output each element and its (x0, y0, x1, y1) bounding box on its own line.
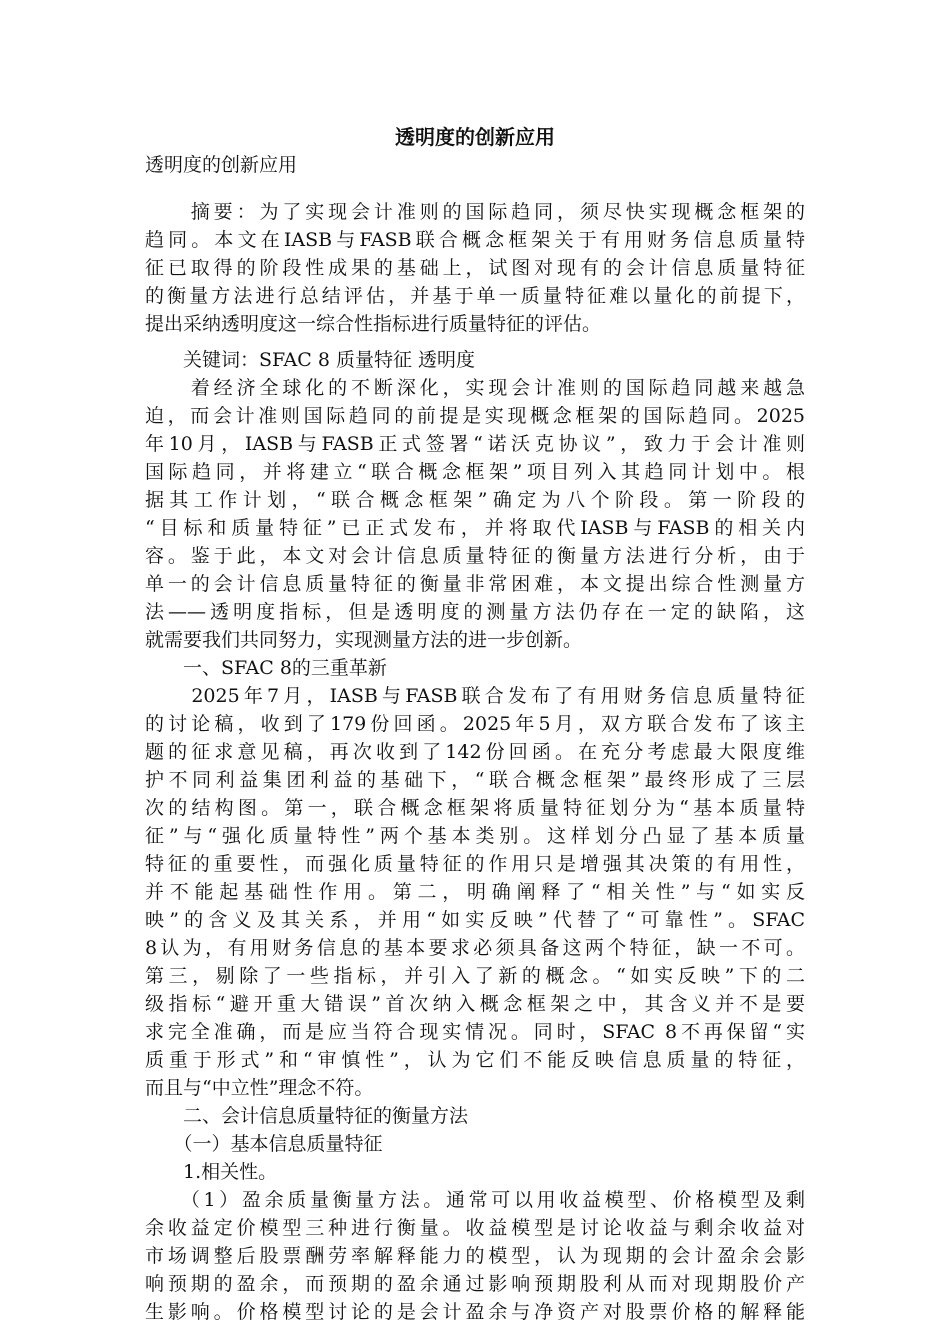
body-line: 第三，剔除了一些指标，并引入了新的概念。“如实反映”下的二 (145, 965, 805, 987)
body-line: 题的征求意见稿，再次收到了142份回函。在充分考虑最大限度维 (145, 741, 805, 763)
document-title: 透明度的创新应用 (395, 125, 555, 149)
body-line: 摘要：为了实现会计准则的国际趋同，须尽快实现概念框架的 (145, 201, 805, 223)
body-line: 次的结构图。第一，联合概念框架将质量特征划分为“基本质量特 (145, 797, 805, 819)
body-line: 的讨论稿，收到了179份回函。2025年5月，双方联合发布了该主 (145, 713, 805, 735)
body-line: 并不能起基础性作用。第二，明确阐释了“相关性”与“如实反 (145, 881, 805, 903)
body-line: 响预期的盈余，而预期的盈余通过影响预期股利从而对现期股价产 (145, 1273, 805, 1295)
body-line: “目标和质量特征”已正式发布，并将取代IASB与FASB的相关内 (145, 517, 805, 539)
body-line: 2025年7月，IASB与FASB联合发布了有用财务信息质量特征 (145, 685, 805, 707)
body-line: 就需要我们共同努力，实现测量方法的进一步创新。 (145, 629, 583, 651)
body-line: （一）基本信息质量特征 (145, 1133, 383, 1155)
body-line: 单一的会计信息质量特征的衡量非常困难，本文提出综合性测量方 (145, 573, 805, 595)
body-line: 年10月，IASB与FASB正式签署“诺沃克协议”，致力于会计准则 (145, 433, 805, 455)
body-line: 提出采纳透明度这一综合性指标进行质量特征的评估。 (145, 313, 602, 335)
body-line: 生影响。价格模型讨论的是会计盈余与净资产对股票价格的解释能 (145, 1301, 805, 1323)
document-subtitle: 透明度的创新应用 (145, 154, 298, 176)
body-line: 关键词：SFAC 8 质量特征 透明度 (145, 349, 476, 371)
body-line: 映”的含义及其关系，并用“如实反映”代替了“可靠性”。SFAC (145, 909, 805, 931)
body-line: 的衡量方法进行总结评估，并基于单一质量特征难以量化的前提下， (145, 285, 805, 307)
body-line: （1）盈余质量衡量方法。通常可以用收益模型、价格模型及剩 (145, 1189, 805, 1211)
body-line: 1.相关性。 (145, 1161, 278, 1183)
body-line: 着经济全球化的不断深化，实现会计准则的国际趋同越来越急 (145, 377, 805, 399)
body-line: 而且与“中立性”理念不符。 (145, 1077, 374, 1099)
body-line: 征”与“强化质量特性”两个基本类别。这样划分凸显了基本质量 (145, 825, 805, 847)
body-line: 据其工作计划，“联合概念框架”确定为八个阶段。第一阶段的 (145, 489, 805, 511)
body-line: 迫，而会计准则国际趋同的前提是实现概念框架的国际趋同。2025 (145, 405, 805, 427)
body-line: 求完全准确，而是应当符合现实情况。同时，SFAC 8不再保留“实 (145, 1021, 805, 1043)
body-line: 一、SFAC 8的三重革新 (145, 657, 387, 679)
body-line: 级指标“避开重大错误”首次纳入概念框架之中，其含义并不是要 (145, 993, 805, 1015)
body-line: 质重于形式”和“审慎性”，认为它们不能反映信息质量的特征， (145, 1049, 805, 1071)
body-line: 征已取得的阶段性成果的基础上，试图对现有的会计信息质量特征 (145, 257, 805, 279)
body-line: 市场调整后股票酬劳率解释能力的模型，认为现期的会计盈余会影 (145, 1245, 805, 1267)
body-line: 二、会计信息质量特征的衡量方法 (145, 1105, 469, 1127)
body-line: 趋同。本文在IASB与FASB联合概念框架关于有用财务信息质量特 (145, 229, 805, 251)
body-line: 护不同利益集团利益的基础下，“联合概念框架”最终形成了三层 (145, 769, 805, 791)
body-line: 法——透明度指标，但是透明度的测量方法仍存在一定的缺陷，这 (145, 601, 805, 623)
body-line: 8认为，有用财务信息的基本要求必须具备这两个特征，缺一不可。 (145, 937, 805, 959)
body-line: 国际趋同，并将建立“联合概念框架”项目列入其趋同计划中。根 (145, 461, 805, 483)
body-line: 特征的重要性，而强化质量特征的作用只是增强其决策的有用性， (145, 853, 805, 875)
body-line: 容。鉴于此，本文对会计信息质量特征的衡量方法进行分析，由于 (145, 545, 805, 567)
body-line: 余收益定价模型三种进行衡量。收益模型是讨论收益与剩余收益对 (145, 1217, 805, 1239)
